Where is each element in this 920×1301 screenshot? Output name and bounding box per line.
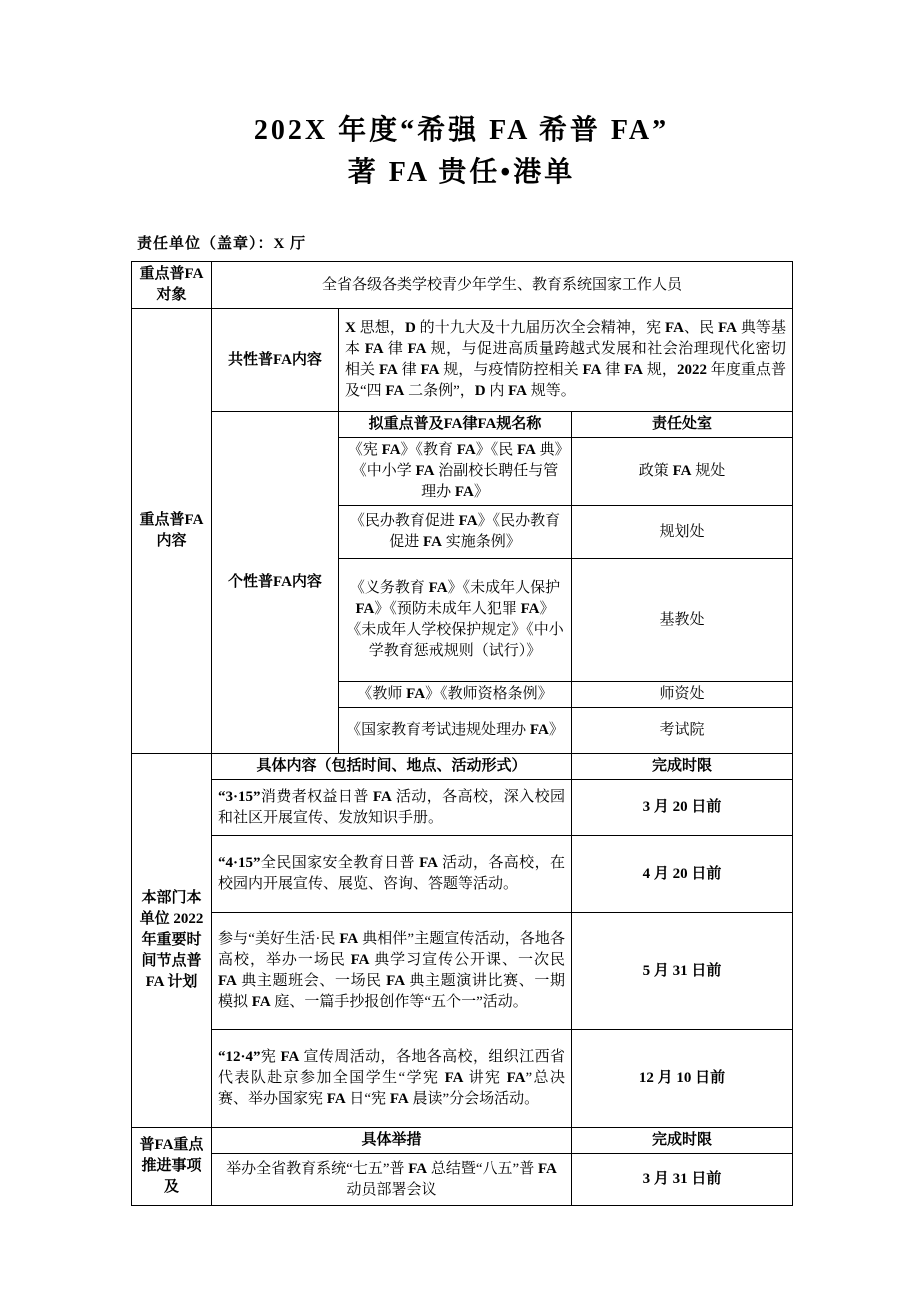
plan-deadline-cell: 3 月 20 日前 (572, 780, 793, 836)
key-items-measure-header: 具体举措 (212, 1128, 572, 1154)
table-row (132, 754, 793, 780)
plan-activity-cell: “3·15”消费者权益日普 FA 活动，各高校，深入校园和社区开展宣传、发放知识手册。 (212, 780, 572, 836)
doc-title-line2: 著 FA 贵任•港单 (347, 157, 576, 188)
plan-activity-cell: “12·4”宪 FA 宣传周活动，各地各高校，组织江西省代表队赴京参加全国学生“学宪 FA 讲宪 FA”总决赛、举办国家宪 FA 日“宪 FA 晨读”分会场活动。 (212, 1030, 572, 1128)
plan-deadline-header: 完成时限 (572, 754, 793, 780)
table-row (132, 1154, 793, 1206)
dept-header: 责任处室 (572, 412, 793, 438)
law-name-cell: 《宪 FA》《教育 FA》《民 FA 典》《中小学 FA 治副校长聘任与管理办 FA》 (339, 438, 572, 506)
plan-deadline-cell: 4 月 20 日前 (572, 836, 793, 913)
table-row (132, 1030, 793, 1128)
key-items-measure-cell: 举办全省教育系统“七五”普 FA 总结暨“八五”普 FA 动员部署会议 (212, 1154, 572, 1206)
key-items-deadline-cell: 3 月 31 日前 (572, 1154, 793, 1206)
individual-content-label: 个性普FA内容 (212, 412, 339, 754)
key-items-row-label: 普FA重点推进事项及 (132, 1128, 212, 1206)
table-row (132, 262, 793, 309)
table-row (132, 913, 793, 1030)
plan-deadline-cell: 12 月 10 日前 (572, 1030, 793, 1128)
key-content-row-label: 重点普FA内容 (132, 309, 212, 754)
document-page (131, 0, 792, 1206)
plan-deadline-cell: 5 月 31 日前 (572, 913, 793, 1030)
dept-cell: 师资处 (572, 682, 793, 708)
law-name-cell: 《教师 FA》《教师资格条例》 (339, 682, 572, 708)
target-row-value: 全省各级各类学校青少年学生、教育系统国家工作人员 (212, 262, 793, 309)
table-row (132, 1128, 793, 1154)
doc-title-line1: 202X 年度“希强 FA 希普 FA” (253, 115, 670, 146)
dept-cell: 考试院 (572, 708, 793, 754)
law-name-cell: 《国家教育考试违规处理办 FA》 (339, 708, 572, 754)
key-items-deadline-header: 完成时限 (572, 1128, 793, 1154)
responsibility-table (131, 261, 793, 1206)
dept-cell: 规划处 (572, 506, 793, 559)
plan-activity-cell: “4·15”全民国家安全教育日普 FA 活动，各高校，在校园内开展宣传、展览、咨询、答题等活动。 (212, 836, 572, 913)
plan-content-header: 具体内容（包括时间、地点、活动形式） (212, 754, 572, 780)
plan-activity-cell: 参与“美好生活·民 FA 典相伴”主题宣传活动，各地各高校，举办一场民 FA 典学习宣传公开课、一次民 FA 典主题班会、一场民 FA 典主题演讲比赛、一期模拟 FA 庭、一篇手抄报创作等“五个一”活动。 (212, 913, 572, 1030)
plan-row-label: 本部门本单位 2022 年重要时间节点普 FA 计划 (132, 754, 212, 1128)
dept-cell: 基教处 (572, 559, 793, 682)
table-row (132, 780, 793, 836)
responsible-unit-line: 责任单位（盖章）：X 厅 (137, 236, 307, 252)
law-name-header: 拟重点普及FA律FA规名称 (339, 412, 572, 438)
common-content-label: 共性普FA内容 (212, 309, 339, 412)
law-name-cell: 《义务教育 FA》《未成年人保护 FA》《预防未成年人犯罪 FA》《未成年人学校保护规定》《中小学教育惩戒规则（试行）》 (339, 559, 572, 682)
common-content-text: X 思想，D 的十九大及十九届历次全会精神，宪 FA、民 FA 典等基本 FA 律 FA 规，与促进高质量跨越式发展和社会治理现代化密切相关 FA 律 FA 规，与疫情防控相关 FA 律 FA 规，2022 年度重点普及“四 FA 二条例”，D 内 FA 规等。 (339, 309, 793, 412)
dept-cell: 政策 FA 规处 (572, 438, 793, 506)
target-row-label: 重点普FA对象 (132, 262, 212, 309)
law-name-cell: 《民办教育促进 FA》《民办教育促进 FA 实施条例》 (339, 506, 572, 559)
table-row (132, 412, 793, 438)
table-row (132, 309, 793, 412)
table-row (132, 836, 793, 913)
document-title (131, 110, 792, 194)
